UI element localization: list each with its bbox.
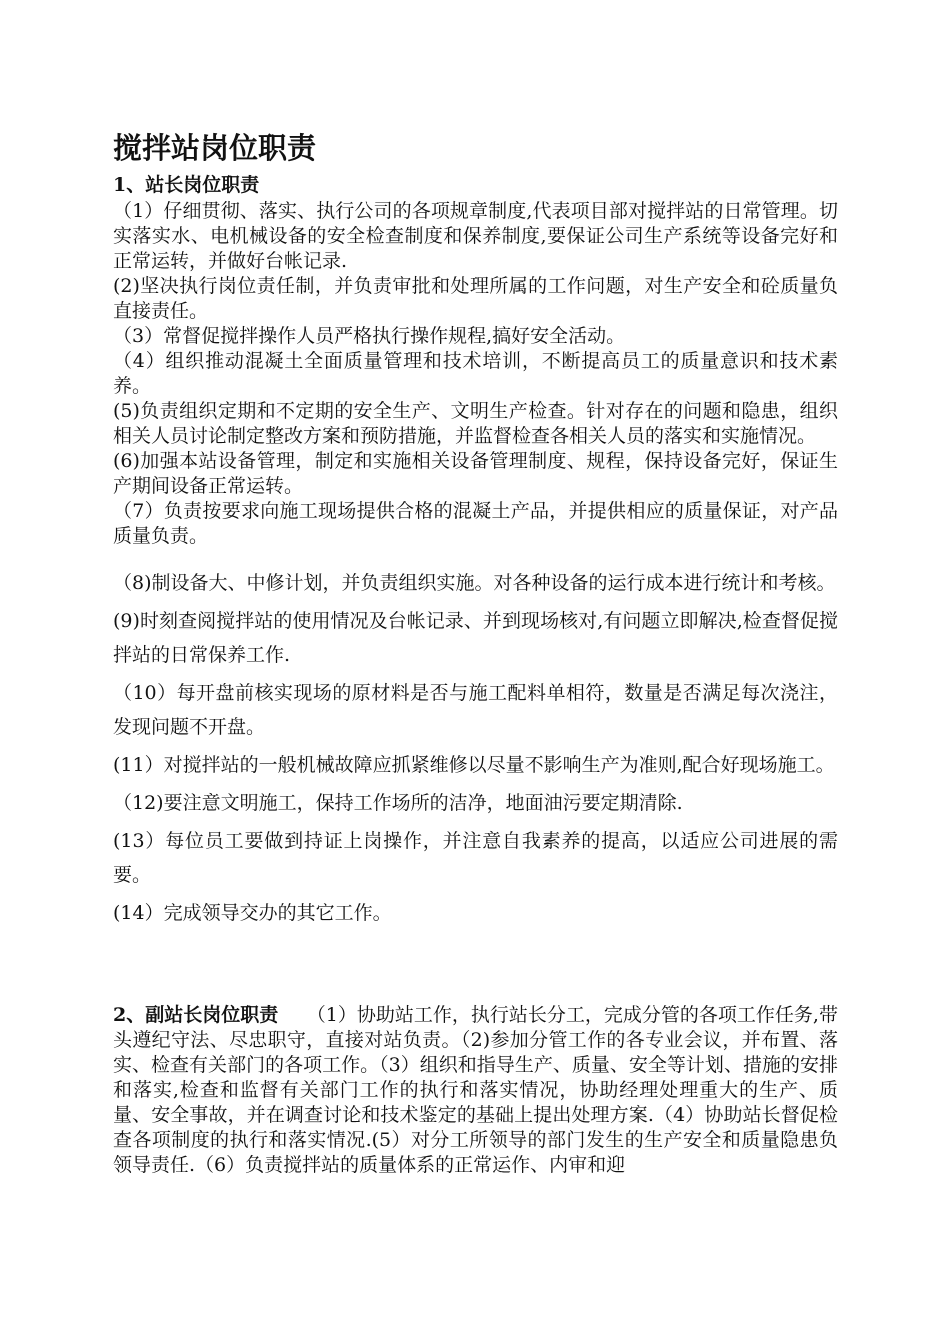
section1-item-10: （10）每开盘前核实现场的原材料是否与施工配料单相符，数量是否满足每次浇注，发现问题不开盘。 [113, 682, 838, 738]
section2-paragraph [113, 1003, 838, 1178]
section1-item-11: (11）对搅拌站的一般机械故障应抓紧维修以尽量不影响生产为准则,配合好现场施工。 [113, 754, 835, 776]
section1-item-14: (14）完成领导交办的其它工作。 [113, 902, 392, 924]
section1-item-3: （3）常督促搅拌操作人员严格执行操作规程,搞好安全活动。 [113, 325, 626, 347]
section1-items-loose [113, 566, 838, 934]
page-title: 搅拌站岗位职责 [113, 131, 317, 165]
section1-items-tight [113, 199, 838, 549]
section1-item-9: (9)时刻查阅搅拌站的使用情况及台帐记录、并到现场核对,有问题立即解决,检查督促搅拌站的日常保养工作. [113, 610, 838, 666]
section1-item-6: (6)加强本站设备管理，制定和实施相关设备管理制度、规程，保持设备完好，保证生产期间设备正常运转。 [113, 450, 838, 497]
section2-heading: 2、副站长岗位职责 [113, 1004, 279, 1026]
section1-item-5: (5)负责组织定期和不定期的安全生产、文明生产检查。针对存在的问题和隐患，组织相关人员讨论制定整改方案和预防措施，并监督检查各相关人员的落实和实施情况。 [113, 400, 838, 447]
section1-item-12: （12)要注意文明施工，保持工作场所的洁净，地面油污要定期清除. [113, 792, 683, 814]
section1-item-13: (13）每位员工要做到持证上岗操作，并注意自我素养的提高，以适应公司进展的需要。 [113, 830, 838, 886]
section1-item-2: (2)坚决执行岗位责任制，并负责审批和处理所属的工作问题，对生产安全和砼质量负直接责任。 [113, 275, 838, 322]
section1-item-7: （7）负责按要求向施工现场提供合格的混凝土产品，并提供相应的质量保证，对产品质量负责。 [113, 500, 838, 547]
section2-body: （1）协助站工作，执行站长分工，完成分管的各项工作任务,带头遵纪守法、尽忠职守，直接对站负责。（2)参加分管工作的各专业会议，并布置、落实、检查有关部门的各项工作。（3）组织和指导生产、质量、安全等计划、措施的安排和落实,检查和监督有关部门工作的执行和落实情况，协助经理处理重大的生产、质量、安全事故，并在调查讨论和技术鉴定的基础上提出处理方案.（4）协助站长督促检查各项制度的执行和落实情况.(5）对分工所领导的部门发生的生产安全和质量隐患负领导责任.（6）负责搅拌站的质量体系的正常运作、内审和迎 [113, 1004, 838, 1176]
section1-heading: 1、站长岗位职责 [113, 174, 260, 196]
section1-item-8: （8)制设备大、中修计划，并负责组织实施。对各种设备的运行成本进行统计和考核。 [113, 572, 836, 594]
section1-item-4: （4）组织推动混凝土全面质量管理和技术培训，不断提高员工的质量意识和技术素养。 [113, 350, 838, 397]
section1-item-1: （1）仔细贯彻、落实、执行公司的各项规章制度,代表项目部对搅拌站的日常管理。切实落实水、电机械设备的安全检查制度和保养制度,要保证公司生产系统等设备完好和正常运转，并做好台帐记录. [113, 200, 838, 272]
